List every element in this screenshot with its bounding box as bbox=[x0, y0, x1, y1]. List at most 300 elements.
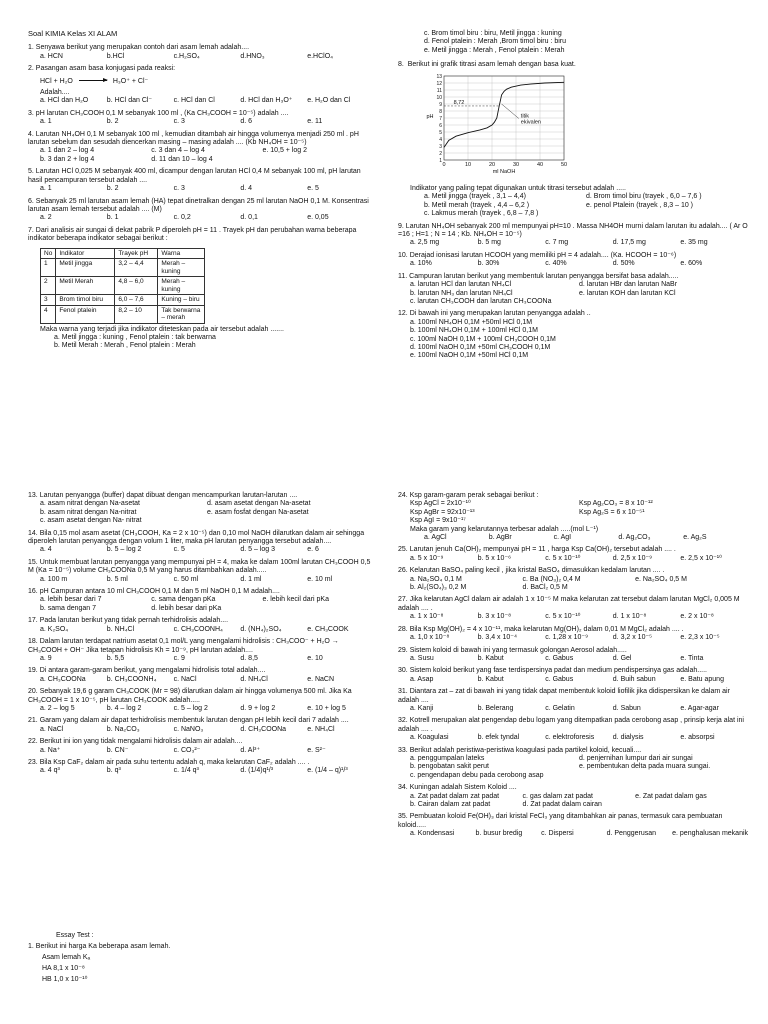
question-text: Kelarutan BaSO₄ paling kecil , jika kristal BaSO₄ dimasukkan kedalam larutan .... . bbox=[409, 567, 665, 575]
question-stem bbox=[398, 784, 748, 792]
answer-option[interactable]: b. 5 ml bbox=[106, 575, 128, 583]
answer-option[interactable]: a. CH₃COONa bbox=[40, 675, 86, 683]
question bbox=[398, 596, 748, 621]
answer-option[interactable]: d. Ag₂CO₃ bbox=[618, 534, 651, 542]
question-number: 3. bbox=[28, 109, 34, 117]
table-cell: 3,2 – 4,4 bbox=[115, 259, 158, 277]
question-text: Larutan NH₄OH sebanyak 200 ml mempunyai pH=10 . Massa NH4OH murni dalam larutan itu adalah.... ( Ar O =16 ; H=1 ; N = 14 ; Kb. NH₄OH = 10⁻⁵) bbox=[398, 222, 748, 239]
answer-option[interactable]: a. 1,0 x 10⁻⁸ bbox=[410, 634, 450, 642]
answer-option[interactable]: d. 9 + log 2 bbox=[240, 704, 276, 712]
question-number: 12. bbox=[398, 310, 408, 318]
answer-option[interactable]: d.HNO₃ bbox=[240, 52, 265, 60]
answer-option[interactable]: c. 7 mg bbox=[545, 239, 569, 247]
answer-option[interactable]: c. 1/4 q³ bbox=[173, 767, 199, 775]
answer-option[interactable]: c. Gelatin bbox=[545, 704, 575, 712]
reaction-arrow-icon bbox=[79, 80, 107, 81]
question-8-text: Berikut ini grafik titrasi asam lemah dengan basa kuat. bbox=[407, 61, 576, 69]
question-stem bbox=[28, 559, 374, 576]
answer-option[interactable]: e. 6 bbox=[307, 546, 319, 554]
answer-option[interactable]: d. 0,1 bbox=[240, 214, 258, 222]
answer-option[interactable]: e. Zat padat dalam gas bbox=[635, 792, 707, 800]
question-text: Pembuatan koloid Fe(OH)₃ dari kristal FeCl₃ yang ditambahkan air panas, termasuk cara pembuatan koloid..... bbox=[398, 813, 723, 829]
answer-options bbox=[28, 767, 374, 775]
answer-option[interactable]: b. Kabut bbox=[477, 654, 504, 662]
answer-option[interactable]: a. Metil jingga : kuning , Fenol ptalein : tak berwarna bbox=[54, 333, 216, 341]
answer-option[interactable]: b. 2 bbox=[106, 185, 119, 193]
question bbox=[398, 813, 748, 838]
answer-options bbox=[28, 53, 374, 61]
question-number: 27. bbox=[398, 596, 408, 604]
answer-option[interactable]: c. pengendapan debu pada cerobong asap bbox=[410, 771, 544, 779]
answer-option[interactable]: d. 11 dan 10 – log 4 bbox=[151, 155, 213, 163]
question-number: 10. bbox=[398, 251, 408, 259]
answer-option[interactable]: e. lebih kecil dari pKa bbox=[262, 596, 329, 604]
answer-option[interactable]: a. 10% bbox=[410, 260, 432, 268]
answer-option[interactable]: c. Brom timol biru : biru, Metil jingga : kuning bbox=[424, 30, 562, 37]
answer-option[interactable]: d. Gel bbox=[612, 654, 632, 662]
answer-option[interactable]: e. penol Ptalein (trayek , 8,3 – 10 ) bbox=[586, 201, 694, 209]
answer-option[interactable]: a. Kanji bbox=[410, 704, 434, 712]
answer-option[interactable]: a. 1 dan 2 – log 4 bbox=[40, 147, 95, 155]
answer-option[interactable]: d. NH₄Cl bbox=[240, 675, 268, 683]
answer-option[interactable]: c. 3 dan 4 – log 4 bbox=[151, 147, 205, 155]
answer-option[interactable]: b. 100ml NH₄OH 0,1M + 100ml HCl 0,1M bbox=[410, 327, 538, 335]
question-number: 24. bbox=[398, 492, 408, 499]
answer-option[interactable]: b. Belerang bbox=[477, 704, 514, 712]
answer-option[interactable]: c. 50 ml bbox=[173, 575, 199, 583]
answer-option[interactable]: b. 2 bbox=[106, 118, 119, 126]
answer-option[interactable]: b. 5 mg bbox=[477, 239, 501, 247]
answer-option[interactable]: c. 100ml NaOH 0,1M + 100ml CH₃COOH 0,1M bbox=[410, 335, 556, 343]
question bbox=[28, 717, 374, 734]
answer-option[interactable]: e. 11 bbox=[307, 118, 323, 126]
essay-row: HA 8,1 x 10⁻⁸ bbox=[42, 965, 85, 972]
answer-option[interactable]: e. Agar-agar bbox=[680, 704, 719, 712]
answer-option[interactable]: d. Fenol ptalein : Merah ,Brom timol biru : biru bbox=[424, 38, 567, 46]
answer-option[interactable]: a. 1 bbox=[40, 118, 52, 126]
answer-option[interactable]: b. AgBr bbox=[488, 534, 512, 542]
answer-option[interactable]: c. Gabus bbox=[545, 675, 574, 683]
answer-option[interactable]: a. HCN bbox=[40, 52, 63, 60]
annotation-label: titik bbox=[520, 113, 530, 120]
question-stem: Adalah.... bbox=[40, 89, 70, 97]
question bbox=[398, 747, 748, 781]
ksp-value: Ksp AgI = 9x10⁻¹⁷ bbox=[410, 517, 466, 525]
answer-option[interactable]: d. (1/4)q¹/³ bbox=[240, 767, 274, 775]
question-number: 21. bbox=[28, 717, 38, 725]
question-7-more-options bbox=[398, 30, 748, 55]
question bbox=[28, 667, 374, 684]
answer-option[interactable]: c. NaNO₃ bbox=[173, 725, 204, 733]
answer-option[interactable]: d. 1 ml bbox=[240, 575, 262, 583]
answer-option[interactable]: e. Na₂SO₄ 0,5 M bbox=[635, 575, 687, 583]
answer-option[interactable]: c. CO₃²⁻ bbox=[173, 746, 201, 754]
question-text: Berikut ini ion yang tidak mengalami hidrolisis dalam air adalah.... bbox=[39, 738, 243, 746]
question-stem bbox=[28, 492, 374, 500]
answer-option[interactable]: e. 0,05 bbox=[307, 214, 329, 222]
question-text: pH larutan CH₃COOH 0,1 M sebanyak 100 ml , (Ka CH₃COOH = 10⁻⁵) adalah .... bbox=[35, 109, 289, 117]
question-text: Derajad ionisasi larutan HCOOH yang memiliki pH = 4 adalah.... (Ka. HCOOH = 10⁻⁶) bbox=[409, 251, 677, 259]
answer-option[interactable]: d. 50% bbox=[612, 260, 635, 268]
answer-option[interactable]: b. 30% bbox=[477, 260, 500, 268]
question bbox=[28, 131, 374, 165]
annotation-label: 8,72 bbox=[453, 99, 465, 106]
question bbox=[398, 310, 748, 360]
answer-option[interactable]: c. sama dengan pKa bbox=[151, 596, 216, 604]
answer-options bbox=[28, 676, 374, 684]
answer-option[interactable]: b. 5 x 10⁻⁶ bbox=[477, 554, 512, 562]
answer-option[interactable]: a. larutan HCl dan larutan NH₄Cl bbox=[410, 281, 512, 289]
question-number: 16. bbox=[28, 588, 38, 596]
answer-options bbox=[28, 500, 374, 525]
question-number: 18. bbox=[28, 638, 38, 646]
answer-option[interactable]: d. (NH₄)₂SO₄ bbox=[240, 625, 282, 633]
answer-option[interactable]: c. 40% bbox=[545, 260, 567, 268]
answer-option[interactable]: b. Na₂CO₃ bbox=[106, 725, 140, 733]
answer-option[interactable]: b. Al₂(SO₄)₃ 0,2 M bbox=[410, 584, 467, 592]
answer-option[interactable]: d. 1 x 10⁻⁸ bbox=[612, 613, 647, 621]
answer-option[interactable]: b. 5 – log 2 bbox=[106, 546, 142, 554]
answer-option[interactable]: a. 1 bbox=[40, 185, 52, 193]
answer-option[interactable]: e. 10 bbox=[307, 654, 323, 662]
answer-option[interactable]: e. Ag₂S bbox=[683, 534, 707, 542]
answer-option[interactable]: e. 100ml NaOH 0,1M +50ml HCl 0,1M bbox=[410, 352, 529, 360]
answer-option[interactable]: d. 6 bbox=[240, 118, 253, 126]
question-stem bbox=[398, 546, 748, 554]
answer-option[interactable]: e.HClO₄ bbox=[307, 52, 333, 60]
answer-option[interactable]: a. lebih besar dari 7 bbox=[40, 596, 102, 604]
answer-option[interactable]: a. Na⁺ bbox=[40, 746, 61, 754]
answer-option[interactable]: a. 2,5 mg bbox=[410, 239, 440, 247]
answer-option[interactable]: b. Cairan dalam zat padat bbox=[410, 801, 491, 808]
answer-option[interactable]: a. 5 x 10⁻⁹ bbox=[410, 554, 444, 562]
answer-option[interactable]: d. dialysis bbox=[612, 734, 644, 742]
answer-options bbox=[28, 214, 374, 222]
answer-option[interactable]: e. 10 ml bbox=[307, 575, 333, 583]
x-tick-label: 50 bbox=[560, 161, 568, 168]
answer-option[interactable]: b. sama dengan 7 bbox=[40, 604, 97, 612]
answer-option[interactable]: c. Dispersi bbox=[541, 830, 574, 838]
answer-options bbox=[398, 734, 748, 742]
answer-option[interactable]: b. 3 dan 2 + log 4 bbox=[40, 155, 95, 163]
answer-option[interactable]: a. Susu bbox=[410, 654, 434, 662]
y-tick-label: 9 bbox=[439, 101, 442, 108]
question bbox=[398, 784, 748, 809]
answer-option[interactable]: d. lebih besar dari pKa bbox=[151, 604, 222, 612]
table-cell: 6,0 – 7,6 bbox=[115, 295, 158, 306]
answer-option[interactable]: a. penggumpalan lateks bbox=[410, 754, 485, 762]
answer-option[interactable]: a. 9 bbox=[40, 654, 52, 662]
table-header: Trayek pH bbox=[115, 248, 158, 259]
answer-option bbox=[579, 772, 748, 780]
answer-option[interactable]: b. busur bredig bbox=[475, 830, 523, 838]
answer-option[interactable]: c. 9 bbox=[173, 654, 185, 662]
answer-option[interactable]: d. 2,5 x 10⁻⁹ bbox=[612, 554, 653, 562]
answer-options bbox=[398, 634, 748, 642]
table-cell: 8,2 – 10 bbox=[115, 305, 158, 323]
answer-option[interactable]: b.HCl bbox=[106, 52, 125, 60]
answer-option[interactable]: b. larutan NH₃ dan larutan NH₄Cl bbox=[410, 289, 513, 297]
question-stem bbox=[398, 596, 748, 613]
answer-option[interactable]: e. Batu apung bbox=[680, 675, 724, 683]
answer-option[interactable]: d. penjernihan lumpur dari air sungai bbox=[579, 754, 693, 762]
question-24 bbox=[398, 492, 748, 542]
answer-option[interactable]: c. 3 bbox=[173, 185, 185, 193]
answer-option[interactable]: a. 4 q³ bbox=[40, 767, 60, 775]
table-cell: 1 bbox=[41, 259, 56, 277]
question-text: Diantara zat – zat di bawah ini yang tidak dapat membentuk koloid liofilik jika didispersikan ke dalam air adalah .... bbox=[398, 688, 730, 704]
answer-option[interactable]: b. CH₃COONH₄ bbox=[106, 675, 157, 683]
question-stem bbox=[398, 626, 748, 634]
answer-option[interactable]: d. HCl dan H₃O⁺ bbox=[240, 97, 293, 105]
answer-option[interactable]: e. 2,5 x 10⁻¹⁰ bbox=[680, 554, 722, 562]
answer-option[interactable]: a. asam nitrat dengan Na-asetat bbox=[40, 500, 141, 508]
question-stem bbox=[28, 110, 374, 118]
answer-option[interactable]: a. 100 m bbox=[40, 575, 68, 583]
answer-option[interactable]: d. Buih sabun bbox=[612, 675, 656, 683]
answer-option[interactable]: e. asam fosfat dengan Na-asetat bbox=[207, 508, 309, 516]
table-row bbox=[41, 277, 205, 295]
question-stem bbox=[398, 688, 748, 705]
answer-option[interactable]: b. 4 – log 2 bbox=[106, 704, 142, 712]
question-text: Garam yang dalam air dapat terhidrolisis membentuk larutan dengan pH lebih kecil dari 7 adalah .... bbox=[39, 717, 349, 725]
answer-option[interactable]: a. HCl dan H₂O bbox=[40, 97, 89, 105]
answer-option[interactable]: c. Lakmus merah (trayek , 6,8 – 7,8 ) bbox=[424, 210, 539, 218]
answer-option[interactable]: d. 3,2 x 10⁻⁵ bbox=[612, 634, 653, 642]
table-cell: Brom timol biru bbox=[56, 295, 115, 306]
y-tick-label: 5 bbox=[439, 129, 442, 136]
question bbox=[28, 492, 374, 526]
answer-option[interactable]: d. 8,5 bbox=[240, 654, 258, 662]
question-number: 13. bbox=[28, 492, 38, 499]
answer-option[interactable]: d. asam asetat dengan Na-asetat bbox=[207, 500, 311, 508]
question-text: Larutan penyangga (buffer) dapat dibuat dengan mencampurkan larutan-larutan .... bbox=[39, 492, 298, 499]
answer-option[interactable]: d. Sabun bbox=[612, 704, 641, 712]
answer-option[interactable]: e. Tinta bbox=[680, 654, 704, 662]
answer-option[interactable]: d. BaCl₂ 0,5 M bbox=[522, 584, 568, 592]
answer-option[interactable]: b. 1 bbox=[106, 214, 119, 222]
question bbox=[398, 223, 748, 248]
question bbox=[28, 638, 374, 663]
answer-option[interactable]: c. CH₃COONH₄ bbox=[173, 625, 223, 633]
question-stem bbox=[398, 273, 748, 281]
y-tick-label: 1 bbox=[439, 157, 442, 164]
question-text: Sebanyak 25 ml larutan asam lemah (HA) tepat dinetralkan dengan 25 ml larutan NaOH 0,1 M. Konsentrasi larutan asam lemah tersebut adalah .... (M) bbox=[28, 197, 369, 213]
indicator-table bbox=[40, 248, 205, 324]
answer-option[interactable]: c. HCl dan Cl bbox=[173, 97, 215, 105]
answer-option[interactable]: e. larutan KOH dan larutan KCl bbox=[579, 289, 676, 297]
answer-option[interactable]: c. 5 x 10⁻¹⁰ bbox=[545, 554, 581, 562]
document-title: Soal KIMIA Kelas XI ALAM bbox=[28, 29, 118, 38]
answer-options bbox=[398, 281, 748, 306]
question-text: Kuningan adalah Sistem Koloid .... bbox=[409, 784, 517, 792]
table-cell: Merah – kuning bbox=[158, 277, 205, 295]
answer-option[interactable]: c. larutan CH₃COOH dan larutan CH₃COONa bbox=[410, 297, 552, 305]
answer-option[interactable]: c. 3 bbox=[173, 118, 185, 126]
question-text: Jika kelarutan AgCl dalam air adalah 1 x 10⁻⁵ M maka kelarutan zat tersebut dalam larutan MgCl₂ 0,005 M adalah .... . bbox=[398, 596, 740, 612]
answer-option[interactable]: a. 4 bbox=[40, 546, 52, 554]
essay-section bbox=[28, 930, 368, 985]
answer-option[interactable]: a. Zat padat dalam zat padat bbox=[410, 792, 500, 800]
question-stem bbox=[398, 567, 748, 575]
answer-option[interactable]: a. Kondensasi bbox=[410, 830, 455, 838]
answer-option[interactable]: d. 4 bbox=[240, 185, 253, 193]
answer-option[interactable]: b. pengobatan sakit perut bbox=[410, 763, 490, 771]
table-row bbox=[41, 305, 205, 323]
answer-option[interactable]: e. 2 x 10⁻⁸ bbox=[680, 613, 714, 621]
question-number: 11. bbox=[398, 272, 408, 280]
titration-chart bbox=[424, 72, 748, 183]
answer-option[interactable]: e. 60% bbox=[680, 260, 703, 268]
answer-option[interactable]: e. NaCN bbox=[307, 675, 335, 683]
answer-options bbox=[28, 626, 374, 634]
questions-13-23 bbox=[28, 492, 374, 776]
question-number: 35. bbox=[398, 813, 408, 821]
table-cell: 4 bbox=[41, 305, 56, 323]
question bbox=[28, 559, 374, 584]
question-stem bbox=[398, 252, 748, 260]
question-stem bbox=[398, 667, 748, 675]
answer-option[interactable]: b. q³ bbox=[106, 767, 121, 775]
answer-option[interactable]: a. Metil jingga (trayek , 3,1 – 4,4) bbox=[424, 193, 526, 201]
answer-option[interactable]: a. 1 x 10⁻⁸ bbox=[410, 613, 444, 621]
answer-option[interactable]: c. Gabus bbox=[545, 654, 574, 662]
answer-option[interactable]: b. efek tyndal bbox=[477, 734, 520, 742]
answer-option[interactable]: b. 5,5 bbox=[106, 654, 125, 662]
question-number: 33. bbox=[398, 746, 408, 754]
answer-option[interactable]: e. 10,5 + log 2 bbox=[262, 147, 308, 155]
answer-option[interactable]: a. K₂SO₄ bbox=[40, 625, 69, 633]
answer-option[interactable]: e. 10 + log 5 bbox=[307, 704, 346, 712]
question-number: 5. bbox=[28, 168, 34, 176]
answer-option[interactable]: d. Al³⁺ bbox=[240, 746, 261, 754]
answer-option[interactable]: a. Asap bbox=[410, 675, 434, 683]
answer-option[interactable]: c. Ba (NO₃)₂ 0,4 M bbox=[522, 575, 581, 583]
answer-option[interactable]: b. 3 x 10⁻⁸ bbox=[477, 613, 512, 621]
answer-option[interactable]: d. larutan HBr dan larutan NaBr bbox=[579, 281, 678, 289]
question-number: 9. bbox=[398, 222, 404, 230]
answer-option[interactable]: a. AgCl bbox=[424, 534, 447, 542]
question-text: Sistem koloid berikut yang fase terdispersinya padat dan medium pendispersinya gas adalah..... bbox=[409, 667, 707, 675]
answer-option[interactable]: b. CN⁻ bbox=[106, 746, 129, 754]
answer-option[interactable]: e. H₂O dan Cl bbox=[307, 97, 351, 105]
answer-option[interactable]: c.H₂SO₄ bbox=[173, 52, 200, 60]
answer-option[interactable]: c. gas dalam zat padat bbox=[522, 792, 593, 800]
answer-options bbox=[28, 546, 374, 554]
question bbox=[398, 688, 748, 713]
question-7-tail bbox=[28, 326, 374, 351]
answer-option[interactable]: e. pembentukan delta pada muara sungai. bbox=[579, 763, 711, 771]
answer-option[interactable]: e. 5 bbox=[307, 185, 319, 193]
table-cell: 4,8 – 6,0 bbox=[115, 277, 158, 295]
answer-option[interactable]: d. 17,5 mg bbox=[612, 239, 646, 247]
table-cell: Metil jingga bbox=[56, 259, 115, 277]
question bbox=[28, 227, 374, 244]
answer-option[interactable]: e. CH₃COOK bbox=[307, 625, 349, 633]
answer-option bbox=[262, 156, 373, 164]
answer-option[interactable]: c. 5 – log 2 bbox=[173, 704, 208, 712]
question-number: 22. bbox=[28, 738, 38, 746]
answer-option[interactable]: d. Penggerusan bbox=[606, 830, 657, 838]
right-column-top bbox=[398, 30, 748, 365]
essay-row: HB 1,0 x 10⁻¹⁰ bbox=[42, 976, 88, 983]
answer-option[interactable]: a. 2 – log 5 bbox=[40, 704, 75, 712]
answer-option[interactable]: c. 5 bbox=[173, 546, 185, 554]
question-text: Pada larutan berikut yang tidak pernah terhidrolisis adalah.... bbox=[39, 617, 229, 625]
essay-question-1: 1. Berikut ini harga Ka beberapa asam lemah. bbox=[28, 943, 171, 950]
answer-option[interactable]: c. asam asetat dengan Na- nitrat bbox=[40, 517, 142, 525]
question-number: 15. bbox=[28, 558, 38, 566]
answer-options bbox=[398, 755, 748, 780]
y-tick-label: 6 bbox=[439, 122, 442, 129]
answer-option[interactable]: e. absorpsi bbox=[680, 734, 715, 742]
answer-option[interactable]: a. Koagulasi bbox=[410, 734, 449, 742]
answer-option[interactable]: e. S²⁻ bbox=[307, 746, 326, 754]
answer-option[interactable]: c. AgI bbox=[553, 534, 572, 542]
answer-option[interactable]: d. 100ml NaOH 0,1M +50ml CH₃COOH 0,1M bbox=[410, 343, 551, 351]
answer-option bbox=[262, 605, 373, 613]
x-tick-label: 40 bbox=[536, 161, 544, 168]
answer-option[interactable]: d. Brom timol biru (trayek , 6,0 – 7,6 ) bbox=[586, 193, 702, 201]
answer-option[interactable]: a. NaCl bbox=[40, 725, 64, 733]
question-text: Dari analisis air sungai di dekat pabrik P diperoleh pH = 11 . Trayek pH dan perubahan warna beberapa indikator beberapa indikator sebagai berikut : bbox=[28, 226, 357, 243]
answer-option[interactable]: b. HCl dan Cl⁻ bbox=[106, 97, 153, 105]
answer-option[interactable]: c. 0,2 bbox=[173, 214, 191, 222]
answer-option[interactable]: d. 5 – log 3 bbox=[240, 546, 276, 554]
question-number: 2. bbox=[28, 65, 34, 73]
answer-option[interactable]: c. 5 x 10⁻¹⁰ bbox=[545, 613, 581, 621]
answer-option[interactable]: b. Metil merah (trayek , 4,4 – 6,2 ) bbox=[424, 201, 530, 209]
ksp-value: Ksp Ag₂CO₃ = 8 x 10⁻¹² bbox=[579, 500, 653, 508]
question-text: Larutan jenuh Ca(OH)₂ mempunyai pH = 11 , harga Ksp Ca(OH)₂ tersebut adalah .... . bbox=[409, 546, 676, 554]
question-stem: Maka garam yang kelarutannya terbesar adalah .....(mol L⁻¹) bbox=[410, 525, 599, 533]
y-tick-label: 8 bbox=[439, 108, 442, 115]
table-cell: 3 bbox=[41, 295, 56, 306]
answer-option[interactable]: e. NH₄Cl bbox=[307, 725, 335, 733]
answer-option[interactable]: b. 3,4 x 10⁻⁴ bbox=[477, 634, 517, 642]
answer-option[interactable]: a. Na₂SO₄ 0,1 M bbox=[410, 575, 462, 583]
question-number: 17. bbox=[28, 617, 38, 625]
answer-option[interactable]: e. 2,3 x 10⁻⁵ bbox=[680, 634, 720, 642]
answer-option[interactable]: b. NH₄Cl bbox=[106, 625, 135, 633]
answer-option[interactable]: e. Metil jingga : Merah , Fenol ptalein : Merah bbox=[424, 46, 565, 54]
question-number: 28. bbox=[398, 625, 408, 633]
answer-option[interactable]: c. elektroforesis bbox=[545, 734, 595, 742]
question bbox=[28, 617, 374, 634]
answer-option[interactable]: e. penghalusan mekanik bbox=[672, 830, 749, 838]
question-stem bbox=[28, 168, 374, 185]
answer-option[interactable]: b. asam nitrat dengan Na-nitrat bbox=[40, 508, 137, 516]
question-stem bbox=[398, 717, 748, 734]
answer-option[interactable]: b. Metil Merah : Merah , Fenol ptalein : Merah bbox=[54, 342, 196, 350]
answer-option[interactable]: d. CH₃COONa bbox=[240, 725, 287, 733]
answer-option[interactable]: e. 35 mg bbox=[680, 239, 708, 247]
question-text: Sebanyak 19,6 g garam CH₃COOK (Mr = 98) dilarutkan dalam air hingga volumenya 500 ml. Jika Ka CH₃COOH = 1 x 10⁻⁵, pH larutan CH₃COOK adalah..... bbox=[28, 688, 352, 704]
answer-option[interactable]: a. 2 bbox=[40, 214, 52, 222]
answer-option[interactable]: e. (1/4 – q)¹/³ bbox=[307, 767, 348, 775]
answer-option[interactable]: c. 1,28 x 10⁻⁹ bbox=[545, 634, 589, 642]
answer-option[interactable]: b. Kabut bbox=[477, 675, 504, 683]
answer-option[interactable]: c. NaCl bbox=[173, 675, 197, 683]
table-body bbox=[41, 259, 205, 324]
question-stem bbox=[28, 588, 374, 596]
question-stem: Maka warna yang terjadi jika indikator diteteskan pada air tersebut adalah ....... bbox=[40, 325, 284, 333]
question-stem bbox=[28, 717, 374, 725]
answer-option[interactable]: d. Zat padat dalam cairan bbox=[522, 801, 602, 808]
answer-option[interactable]: a. 100ml NH₄OH 0,1M +50ml HCl 0,1M bbox=[410, 318, 533, 326]
question-stem bbox=[398, 813, 748, 830]
y-tick-label: 12 bbox=[436, 80, 442, 87]
